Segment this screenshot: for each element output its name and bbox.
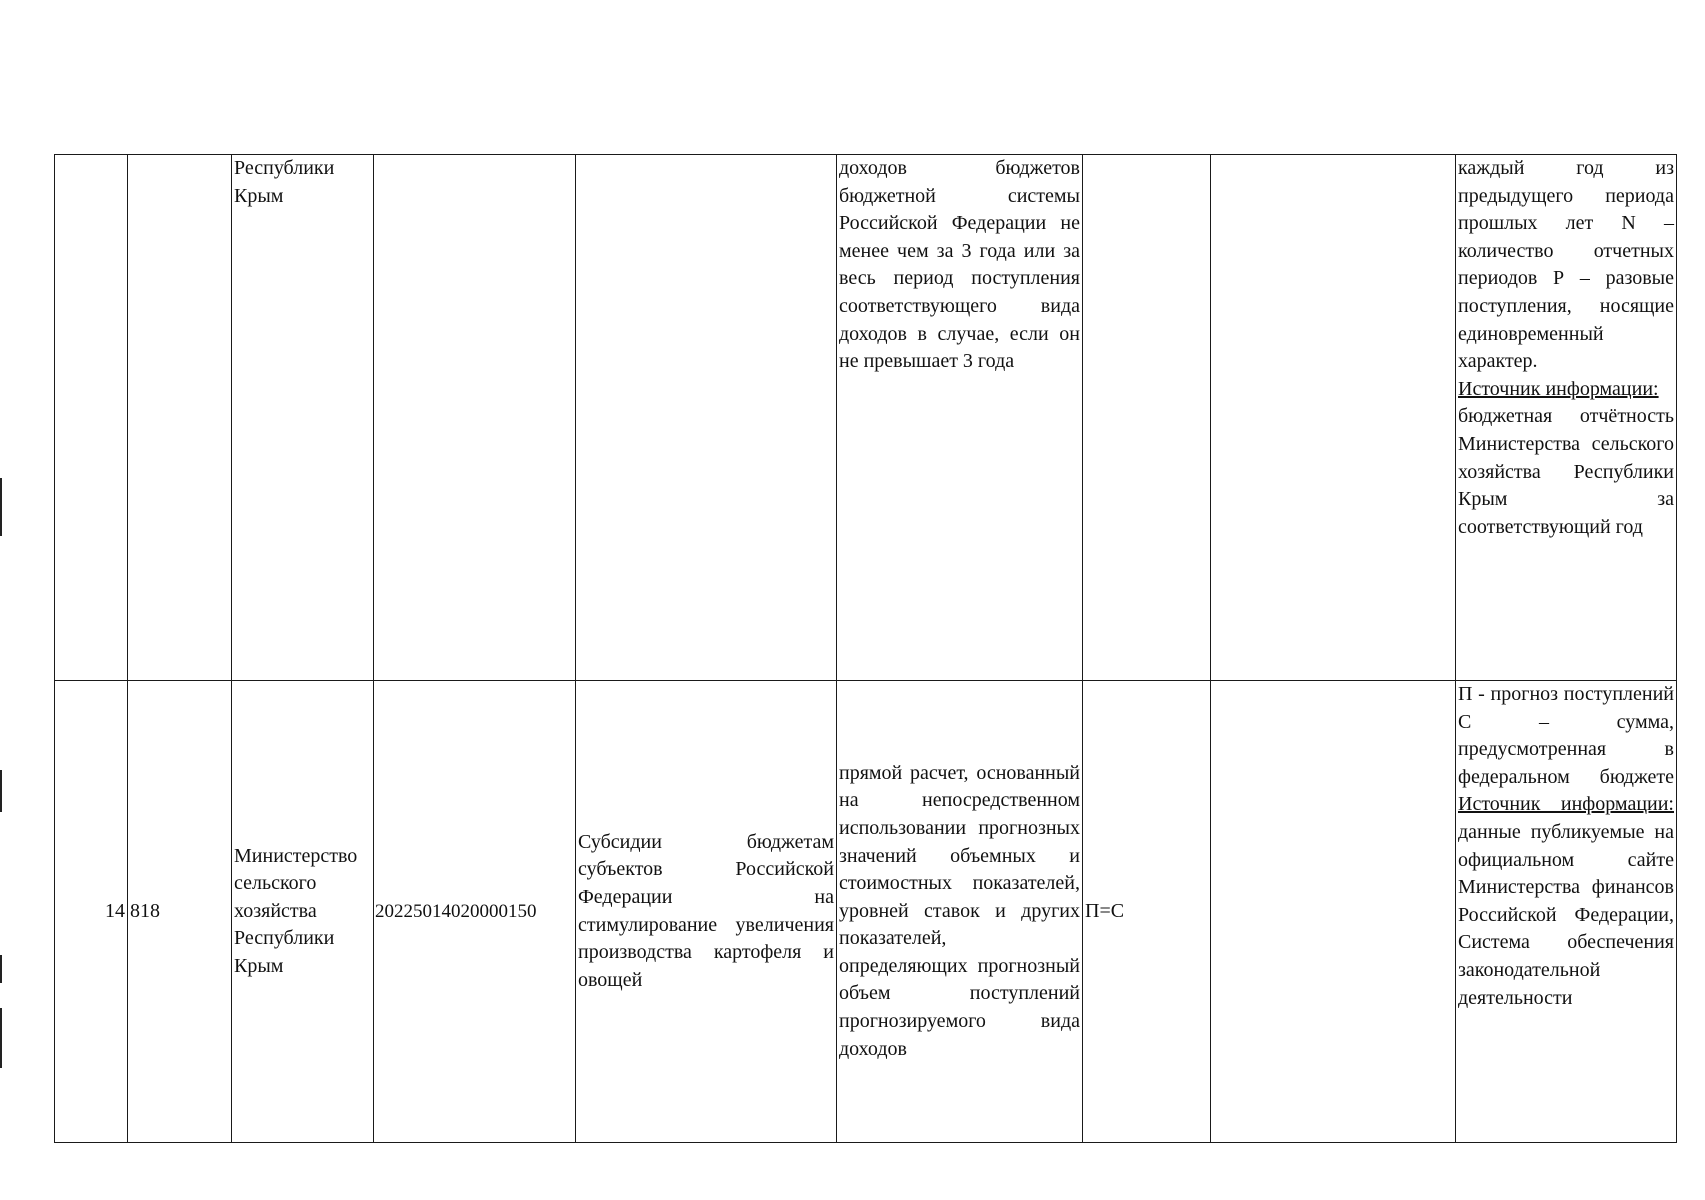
scan-artifact: [0, 478, 2, 536]
cell-code: 818: [128, 681, 232, 1143]
cell-kbk: 20225014020000150: [374, 681, 576, 1143]
cell-formula: [1083, 155, 1211, 681]
cell-administrator: Республики Крым: [232, 155, 374, 681]
table-row-14: [55, 681, 1677, 1143]
source-text: бюджетная отчётность Министерства сельского хозяйства Республики Крым за соответствующий год: [1458, 405, 1674, 538]
cell-algorithm: [1211, 155, 1456, 681]
source-label: Источник информации:: [1458, 793, 1674, 816]
table-row-continued: [55, 155, 1677, 681]
source-label: Источник информации:: [1458, 377, 1659, 400]
cell-code: [128, 155, 232, 681]
cell-algorithm: [1211, 681, 1456, 1143]
cell-income-name: [576, 155, 837, 681]
scan-artifact: [0, 1008, 2, 1068]
description-text: П - прогноз поступлений С – сумма, предусмотренная в федеральном бюджете: [1458, 683, 1674, 788]
cell-kbk: [374, 155, 576, 681]
cell-description: [1456, 155, 1677, 681]
cell-number: 14: [55, 681, 128, 1143]
cell-income-name: Субсидии бюджетам субъектов Российской Федерации на стимулирование увеличения производства картофеля и овощей: [576, 681, 837, 1143]
cell-description: [1456, 681, 1677, 1143]
description-text: каждый год из предыдущего периода прошлых лет N – количество отчетных периодов Р – разовые поступления, носящие единовременный характер.: [1458, 157, 1674, 373]
cell-method: доходов бюджетов бюджетной системы Российской Федерации не менее чем за 3 года или за весь период поступления соответствующего вида доходов в случае, если он не превышает 3 года: [837, 155, 1083, 681]
forecast-methodology-table: [54, 154, 1677, 1143]
cell-formula: П=С: [1083, 681, 1211, 1143]
cell-number: [55, 155, 128, 681]
cell-method: прямой расчет, основанный на непосредственном использовании прогнозных значений объемных и стоимостных показателей, уровней ставок и других показателей, определяющих прогнозный объем поступлений прогнозируемого вида доходов: [837, 681, 1083, 1143]
source-text: данные публикуемые на официальном сайте Министерства финансов Российской Федерации, Система обеспечения законодательной деятельности: [1458, 820, 1674, 1009]
scan-artifact: [0, 770, 2, 812]
scan-artifact: [0, 955, 2, 983]
cell-administrator: Министерство сельского хозяйства Республики Крым: [232, 681, 374, 1143]
